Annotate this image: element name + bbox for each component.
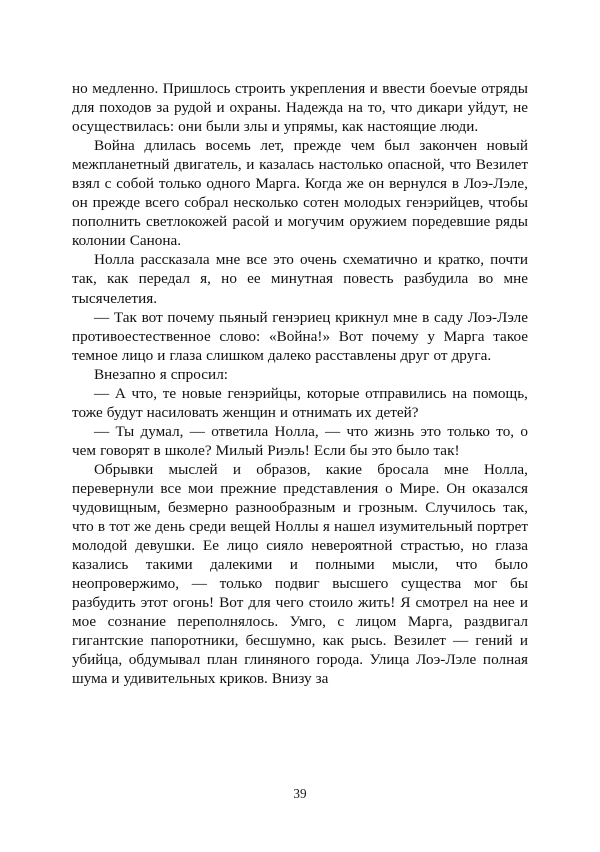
paragraph: Обрывки мыслей и образов, какие бросала мне Нолла, перевернули все мои прежние представления о Мире. Он оказался чудовищным, безмерно разнообразным и грозным. Случилось так, что в тот же день среди вещей Ноллы я нашел изумительный портрет молодой девушки. Ее лицо сияло невероятной страстью, но глаза казались такими далекими и полными мысли, что было неопровержимо, — только подвиг высшего существа мог бы разбудить этот огонь! Вот для чего стоило жить! Я смотрел на нее и мое сознание переполнялось. Умго, с лицом Марга, раздвигал гигантские папоротники, бесшумно, как рысь. Везилет — гений и убийца, обдумывал план глиняного города. Улица Лоэ-Лэле полная шума и удивительных криков. Внизу за <box>72 460 528 688</box>
page-number: 39 <box>293 786 307 801</box>
paragraph: — А что, те новые генэрийцы, которые отправились на помощь, тоже будут насиловать женщин и отнимать их детей? <box>72 384 528 421</box>
paragraph: — Так вот почему пьяный генэриец крикнул мне в саду Лоэ-Лэле противоестественное слово: «Война!» Вот почему у Марга такое темное лицо и глаза слишком далеко расставлены друг от друга. <box>72 308 528 364</box>
paragraph: Война длилась восемь лет, прежде чем был закончен новый межпланетный двигатель, и казалась настолько опасной, что Везилет взял с собой только одного Марга. Когда же он вернулся в Лоэ-Лэле, он прежде всего собрал несколько сотен молодых генэрийцев, чтобы пополнить светлокожей расой и могучим оружием поредевшие ряды колонии Санона. <box>72 137 528 250</box>
paragraph: но медленно. Пришлось строить укрепления и ввести боеvые отряды для походов за рудой и охраны. Надежда на то, что дикари уйдут, не осуществилась: они были злы и упрямы, как настоящие люди. <box>72 80 528 136</box>
page-text-block <box>72 79 528 689</box>
paragraph: — Ты думал, — ответила Нолла, — что жизнь это только то, о чем говорят в школе? Милый Риэль! Если бы это было так! <box>72 422 528 459</box>
paragraph: Нолла рассказала мне все это очень схематично и кратко, почти так, как передал я, но ее минутная повесть разбудила во мне тысячелетия. <box>72 251 528 307</box>
paragraph: Внезапно я спросил: <box>94 365 229 383</box>
